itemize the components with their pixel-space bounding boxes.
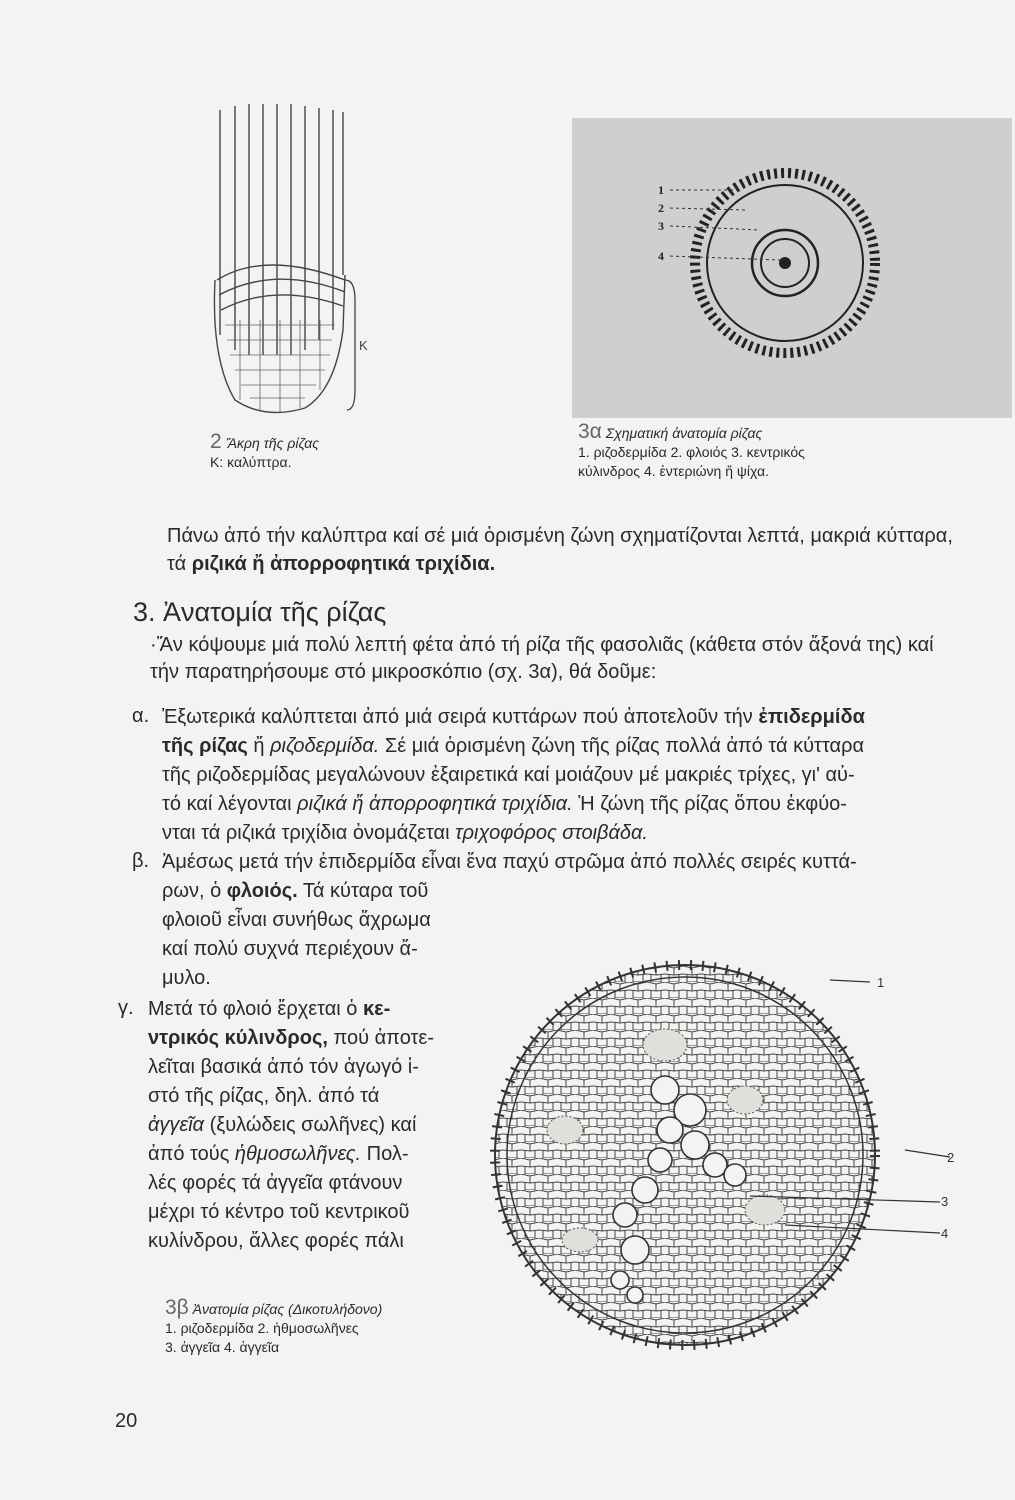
text-line: τό καί λέγονται [162,793,298,815]
section-label-1: 1 [877,975,885,990]
fig2-number: 2 [210,430,222,453]
text-line: τῆς ριζοδερμίδας μεγαλώνουν ἐξαιρετικά καί μοιάζουν μέ μακριές τρίχες, γι' αὐ- [162,764,855,786]
term: ἐπιδερμίδα [758,706,865,728]
fig2-caption [210,432,319,472]
item-c-marker: γ. [118,997,134,1019]
root-tip-figure [205,100,375,430]
page-number: 20 [115,1410,138,1432]
text-line: (ξυλώδεις σωλῆνες) καί [204,1114,417,1136]
cap-label: K [359,338,368,353]
section-intro: ·Ἄν κόψουμε μιά πολύ λεπτή φέτα ἀπό τή ρίζα τῆς φασολιᾶς (κάθετα στόν ἄξονά της) καί τήν παρατηρήσουμε στό μικροσκόπιο (σχ. 3α), θά δοῦμε: [150,634,934,683]
dicot-root-figure [485,950,960,1350]
fig3b-caption-line: 3. ἀγγεῖα 4. ἀγγεῖα [165,1339,280,1355]
text-line: καί πολύ συχνά περιέχουν ἄ- [162,938,418,960]
schematic-label-2: 2 [658,201,664,215]
term: κε- [363,998,391,1020]
fig3a-title: Σχηματική ἀνατομία ρίζας [605,425,763,441]
fig3a-caption-line: κύλινδρος 4. ἐντεριώνη ἤ ψίχα. [578,463,769,479]
text-line: Ἡ ζώνη τῆς ρίζας ὅπου ἐκφύο- [572,793,847,815]
section-label-3: 3 [941,1194,949,1209]
schematic-label-3: 3 [658,219,664,233]
term: φλοιός. [226,880,298,902]
fig3a-caption-line: 1. ριζοδερμίδα 2. φλοιός 3. κεντρικός [578,444,805,460]
fig3a-number: 3α [578,420,602,443]
text-line: κυλίνδρου, ἄλλες φορές πάλι [148,1230,404,1252]
text-line: ἤ [247,735,271,757]
term: τῆς ρίζας [162,735,248,757]
fig3b-number: 3β [165,1296,189,1319]
term: ντρικός κύλινδρος, [148,1027,328,1049]
fig2-caption-line: Κ: καλύπτρα. [210,454,292,470]
item-b-marker: β. [132,850,150,872]
dicot-root-drawing [485,950,960,1350]
fig3b-title: Ἀνατομία ρίζας (Δικοτυλήδονο) [192,1301,383,1317]
fig2-title: Ἄκρη τῆς ρίζας [225,435,320,451]
fig3a-caption [578,422,805,481]
section-label-4: 4 [941,1226,949,1241]
text-line: νται τά ριζικά τριχίδια ὀνομάζεται [162,822,456,844]
italic-term: ἀγγεῖα [148,1114,205,1136]
schematic-root-figure [650,148,920,388]
text-line: Πολ- [361,1143,409,1165]
italic-term: ριζοδερμίδα. [270,735,380,757]
section-label-2: 2 [947,1150,955,1165]
text-line: Τά κύταρα τοῦ [297,880,429,902]
item-a-text [162,703,967,848]
italic-term: ἡθμοσωλῆνες. [234,1143,362,1165]
text-line: λές φορές τά ἀγγεῖα φτάνουν [148,1172,403,1194]
item-a-marker: α. [132,705,150,727]
fig3b-caption-line: 1. ριζοδερμίδα 2. ἡθμοσωλῆνες [165,1320,359,1336]
intro-bold: ριζικά ἤ ἀπορροφητικά τριχίδια. [191,553,496,575]
section-title: 3. Ἀνατομία τῆς ρίζας [133,597,387,627]
text-line: ἀπό τούς [148,1143,235,1165]
text-line: ρων, ὁ [162,880,227,902]
intro-paragraph [167,522,967,578]
text-line: Ἐξωτερικά καλύπτεται ἀπό μιά σειρά κυττάρων πού ἀποτελοῦν τήν [162,706,759,728]
schematic-label-4: 4 [658,249,664,263]
schematic-root-drawing [650,148,920,388]
schematic-label-1: 1 [658,183,664,197]
text-line: φλοιοῦ εἶναι συνήθως ἄχρωμα [162,909,431,931]
text-line: Μετά τό φλοιό ἔρχεται ὁ [148,998,363,1020]
text-line: Ἀμέσως μετά τήν ἐπιδερμίδα εἶναι ἕνα παχύ στρῶμα ἀπό πολλές σειρές κυττά- [162,851,857,873]
text-line: Σέ μιά ὁρισμένη ζώνη τῆς ρίζας πολλά ἀπό τά κύτταρα [379,735,865,757]
intro-text: Πάνω ἀπό τήν καλύπτρα καί σέ μιά ὁρισμένη ζώνη σχηματίζονται λεπτά, μακριά κύτταρα, τά [167,525,953,575]
text-line: στό τῆς ρίζας, δηλ. ἀπό τά [148,1085,380,1107]
italic-term: τριχοφόρος στοιβάδα. [455,822,648,844]
italic-term: ριζικά ἤ ἀπορροφητικά τριχίδια. [297,793,573,815]
text-line: μέχρι τό κέντρο τοῦ κεντρικοῦ [148,1201,410,1223]
text-line: λεῖται βασικά ἀπό τόν ἀγωγό ἱ- [148,1056,419,1078]
fig3b-caption [165,1298,382,1357]
text-line: πού ἀποτε- [327,1027,435,1049]
item-c-text [148,995,478,1256]
root-tip-drawing [205,100,375,430]
text-line: μυλο. [162,967,211,989]
